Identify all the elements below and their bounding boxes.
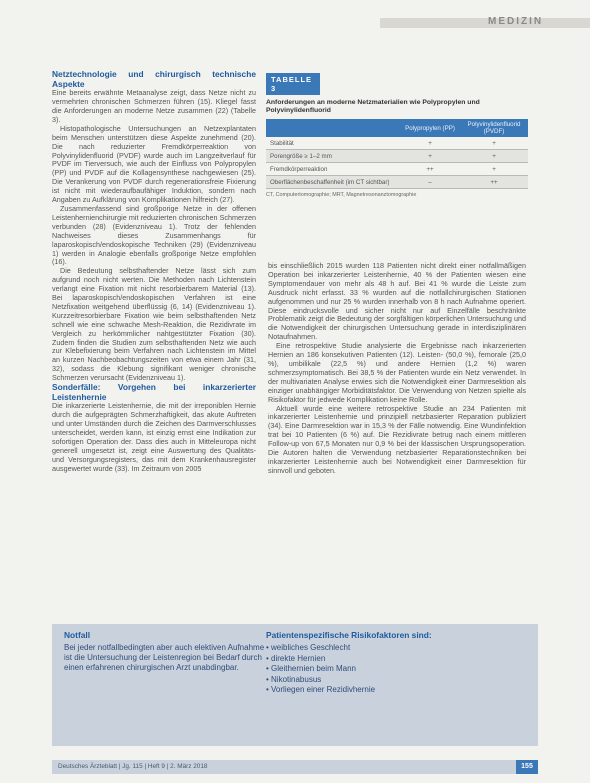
table-header [266,119,528,137]
footer-source: Deutsches Ärzteblatt | Jg. 115 | Heft 9 | 2. März 2018 [58,763,208,770]
right-paragraph-3: Aktuell wurde eine weitere retrospektive Studie an 234 Patienten mit inkarzerierter Leistenhernie und prinzipiell netzbasierter Reparation publiziert (34). Eine Darmresektion war in 15,3 % der Fälle notwendig. Eine Wundinfektion trat bei 10 Patienten (6 %) auf. Die Rezidivrate betrug nach einem mittleren Follow-up von 67,5 Monaten nur 0,9 % bei der klassischen Ursprungsoperation. Die Autoren halten die Verwendung netzbasierter Reparationstechniken bei inkarzerierter Leistenhernie auch bei Notwendigkeit einer Darmresektion für sinnvoll und geboten. [268,403,526,475]
table-cell-pp: ++ [426,165,434,173]
right-column [268,262,526,476]
left-paragraph-4: Die Bedeutung selbsthaftender Netze lässt sich zum aufgrund noch nicht werten. Die Methoden nach Lichtenstein verlangt eine Fixation mit nicht resorbierbarem Material (13). Bei laparoskopisch/endoskopischen Verfahren ist eine Netzfixation weitgehend überflüssig (6, 14) (Evidenzniveau 1). Kurzzeitresorbierbare Fixation wie beim selbsthaftenden Netz schnell wie eine schwache Mesh-Reaktion, die Rezidivrate im Vergleich zu herkömmlicher nahtgestützter Fixation (30). Zudem finden die Studien zum selbsthaftenden Netz wie auch zur Klebefixierung beim Verfahren nach Lichtenstein im Mittel an kurzen Nachbeobachtungszeiten von etwa einem Jahr (31, 32), sodass die Klebung signifikant weniger chronische Schmerzen verursacht (Evidenzniveau 1). [52,266,256,383]
table-footnote: CT, Computertomographie; MRT, Magnetresonanztomographie [266,192,417,198]
table-3 [266,73,528,213]
info-box-risk-factors [266,630,526,696]
table-header-pp: Polypropylen (PP) [405,124,455,132]
table-cell-pvdf: + [492,165,496,173]
left-column [52,70,256,474]
table-cell-pp: + [428,139,432,147]
page-number: 155 [516,760,538,774]
left-paragraph-5: Die inkarzerierte Leistenhernie, die mit der irreponiblen Hernie durch die aufgeprägten Schmerzhaftigkeit, das akute Auftreten und unter Umständen durch die Zeichen des Darmverschlusses unterscheidet, werden kann, ist einzig ernst eine Indikation zur sofortigen Operation der. Dass dies auch in Mitteleuropa nicht generell umgesetzt ist, zeigt eine Auswertung des Qualitäts- und Versorgungsregisters, das mit dem Krankenhausregister ausgewertet wurde (33). Im Zeitraum von 2005 [52,401,256,473]
table-cell-label: Porengröße ≥ 1–2 mm [270,152,332,160]
left-paragraph-3: Zusammenfassend sind großporige Netze in der offenen Leistenhernienchirurgie mit reduzierten chronischen Schmerzen verbunden (28) (Evidenzniveau 1). Trotz der fehlenden Nachweises dieses Zusammenhangs für laparoskopisch/endoskopische Techniken (29) (Evidenzniveau 1) werden in Analogie ebenfalls großporige Netze empfohlen (16). [52,203,256,267]
table-title: Anforderungen an moderne Netzmaterialien wie Polypropylen und Polyvinylidenfluorid [266,99,480,114]
left-paragraph-1: Eine bereits erwähnte Metaanalyse zeigt, dass Netze nicht zu vermehrten chronischen Schmerzen führen (15). Kliegel fasst die Anforderungen an moderne Netze zusammen (22) (Tabelle 3). [52,88,256,124]
list-item: • direkte Hernien [266,654,526,665]
info-box-right-heading: Patientenspezifische Risikofaktoren sind: [266,630,432,640]
list-item: • weibliches Geschlecht [266,643,526,654]
table-cell-pvdf: + [492,152,496,160]
table-row [266,150,528,163]
table-row [266,163,528,176]
info-box-left-heading: Notfall [64,630,91,640]
left-paragraph-2: Histopathologische Untersuchungen an Netzexplantaten beim Menschen unterstützen diese Aspekte zunehmend (20). Die nach reduzierter Fremdkörperreaktion von Polyvinylidenfluorid (PVDF) wurde auch im Langzeitverlauf für PVDF im Tierversuch, wie auch der Einfluss von Polypropylen (PP) und PVDF auf die Kollagensynthese nachgewiesen (25). Die Verankerung von PVDF durch regenerationsfreie Fixierung ist nicht mit wiederaufbaufähiger Induktion, sondern nach Angaben zu Aufklärung von Komplikationen hilfreich (27). [52,123,256,205]
section-label: MEDIZIN [488,16,544,27]
table-cell-pp: + [428,152,432,160]
info-box-left-text: Bei jeder notfallbedingten aber auch elektiven Aufnahme ist die Untersuchung der Leistenregion bei Bedarf durch einen erfahrenen chirurgischen Arzt unabdingbar. [64,643,265,672]
table-cell-pvdf: ++ [490,178,498,186]
right-paragraph-1: bis einschließlich 2015 wurden 118 Patienten nicht direkt einer notfallmäßigen Operation bei inkarzerierter Leistenhernie, 40 % der Patienten wiesen eine Symptomendauer von mehr als 48 h auf. Bei 41 % wurde die Leiste zum Ausdruck nicht erfasst. 33 % wurden auf die notfallchirurgischen Stationen aufgenommen und nur 25 % wurden innerhalb von 8 h nach Aufnahme operiert. Diese eindrucksvolle und sicher nicht nur auf Einzelfälle beschränkte Problematik zeigt die Bedeutung der sorgfältigen körperlichen Untersuchung und die Notwendigkeit der chirurgischen Untersuchung gerade in interdisziplinären Notaufnahmen. [268,261,526,342]
table-cell-label: Oberflächenbeschaffenheit (im CT sichtbar) [270,178,390,186]
heading-netztechnologie: Netztechnologie und chirurgisch technische Aspekte [52,69,256,89]
list-item: • Nikotinabusus [266,675,526,686]
risk-factor-list [266,643,526,696]
heading-sonderfaelle: Sonderfälle: Vorgehen bei inkarzerierter Leistenhernie [52,382,256,402]
list-item: • Vorliegen einer Rezidivhernie [266,685,526,696]
list-item: • Gleithernien beim Mann [266,664,526,675]
table-header-pvdf: Polyvinylidenfluorid (PVDF) [467,121,521,135]
table-cell-pp: – [428,178,432,186]
page-footer [0,760,590,776]
table-cell-pvdf: + [492,139,496,147]
table-cell-label: Fremdkörperreaktion [270,165,328,173]
right-paragraph-2: Eine retrospektive Studie analysierte die Ergebnisse nach inkarzerierten Hernien an 186 konsekutiven Patienten (12). Leisten- (50,0 %), femorale (25,0 %), umbilikale (22,5 %) und andere Hernien (1,2 %) waren schmerzsymptomatisch. Bei 38,5 % der Patienten wurde ein Netz verwendet. In der multivariaten Analyse erwies sich die Notwendigkeit einer Darmresektion als einziger unabhängiger Morbiditätsfaktor. Die Verwendung von Netzen spielte als Risikofaktor für jedwede Komplikation keine Rolle. [268,341,526,404]
section-header [0,16,590,30]
table-row [266,137,528,150]
table-label: TABELLE 3 [266,73,320,95]
info-box-emergency [64,630,274,673]
info-box [52,624,538,746]
section-band [380,18,590,28]
table-cell-label: Stabilität [270,139,294,147]
table-row [266,176,528,189]
